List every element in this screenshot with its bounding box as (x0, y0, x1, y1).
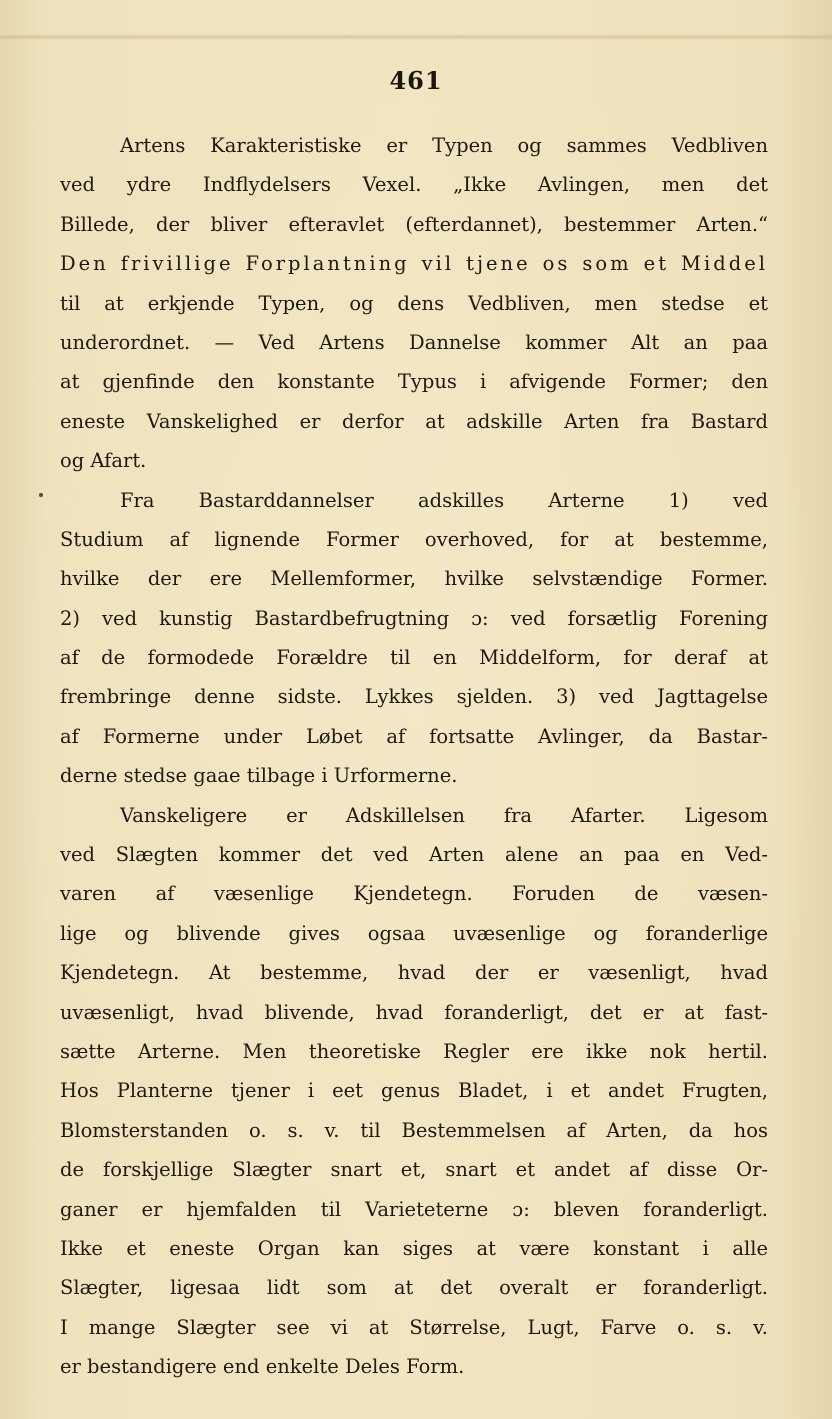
text-line: Den frivillige Forplantning vil tjene os som et Middel (60, 252, 768, 276)
text-line: eneste Vanskelighed er derfor at adskille Arten fra Bastard (60, 409, 768, 433)
text-line: Fra Bastarddannelser adskilles Arterne 1) ved (120, 488, 768, 512)
text-line: frembringe denne sidste. Lykkes sjelden. 3) ved Jagttagelse (60, 685, 768, 709)
text-line: ved Slægten kommer det ved Arten alene an paa en Ved- (60, 843, 768, 867)
text-line: ved ydre Indflydelsers Vexel. „Ikke Avlingen, men det (60, 173, 768, 197)
ink-speck (39, 493, 43, 497)
text-line: hvilke der ere Mellemformer, hvilke selvstændige Former. (60, 567, 768, 591)
paper-fold-line (0, 34, 832, 40)
text-line: derne stedse gaae tilbage i Urformerne. (60, 764, 458, 788)
text-line: underordnet. — Ved Artens Dannelse kommer Alt an paa (60, 330, 768, 354)
text-line: Studium af lignende Former overhoved, for at bestemme, (60, 527, 768, 551)
text-line: til at erkjende Typen, og dens Vedbliven, men stedse et (60, 291, 768, 315)
text-line: Slægter, ligesaa lidt som at det overalt er foranderligt. (60, 1276, 768, 1300)
text-line: at gjenfinde den konstante Typus i afvigende Former; den (60, 370, 768, 394)
text-line: ganer er hjemfalden til Varieteterne ɔ: bleven foranderligt. (60, 1197, 768, 1221)
text-line: uvæsenligt, hvad blivende, hvad foranderligt, det er at fast- (60, 1000, 768, 1024)
text-line: er bestandigere end enkelte Deles Form. (60, 1355, 465, 1379)
body-text (60, 126, 768, 1387)
page-number: 461 (389, 66, 443, 95)
text-line: Artens Karakteristiske er Typen og sammes Vedbliven (120, 134, 768, 157)
text-line: Ikke et eneste Organ kan siges at være konstant i alle (60, 1236, 768, 1260)
text-line: Blomsterstanden o. s. v. til Bestemmelsen af Arten, da hos (60, 1118, 768, 1142)
text-line: af Formerne under Løbet af fortsatte Avlinger, da Bastar- (60, 724, 768, 748)
text-line: af de formodede Forældre til en Middelform, for deraf at (60, 646, 768, 670)
text-line: Hos Planterne tjener i eet genus Bladet, i et andet Frugten, (60, 1079, 768, 1103)
text-line: Billede, der bliver efteravlet (efterdannet), bestemmer Arten.“ (60, 212, 768, 236)
text-line: og Afart. (60, 449, 147, 473)
text-line: 2) ved kunstig Bastardbefrugtning ɔ: ved forsætlig Forening (60, 606, 768, 630)
text-line: lige og blivende gives ogsaa uvæsenlige og foranderlige (60, 921, 768, 945)
text-line: Kjendetegn. At bestemme, hvad der er væsenligt, hvad (60, 961, 768, 985)
text-line: varen af væsenlige Kjendetegn. Foruden de væsen- (60, 882, 768, 906)
text-line: I mange Slægter see vi at Størrelse, Lugt, Farve o. s. v. (60, 1315, 768, 1339)
text-line: sætte Arterne. Men theoretiske Regler ere ikke nok hertil. (60, 1039, 768, 1063)
text-line: Vanskeligere er Adskillelsen fra Afarter. Ligesom (120, 803, 768, 827)
text-line: de forskjellige Slægter snart et, snart et andet af disse Or- (60, 1158, 768, 1182)
